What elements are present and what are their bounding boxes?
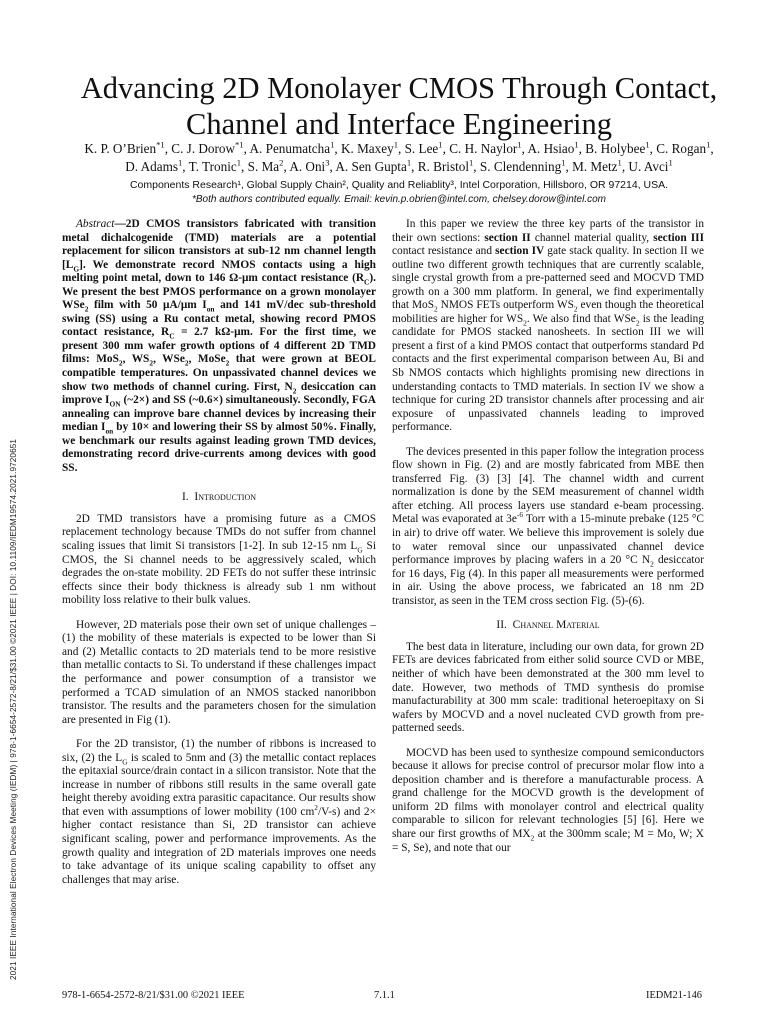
corresponding-email: *Both authors contributed equally. Email: kevin.p.obrien@intel.com, chelsey.dorow@intel.com — [191, 194, 607, 205]
paragraph: For the 2D transistor, (1) the number of ribbons is increased to six, (2) the $L_G$ is scaled to 5nm and (3) the metallic contact replaces the epitaxial source/drain contact in a silicon transistor. Note that the increase in number of ribbons still results in the same overall gate height thereby avoiding extra parasitic capacitance. Our results show that even with assumptions of lower mobility (100 $cm^2/V-s$) and 2× higher contact resistance than Si, 2D transistor can achieve significant scaling, power and performance improvements. As the growth quality and integration of 2D materials improves one needs to take advantage of its unique scaling capability to offset any challenges that may arise. — [62, 738, 376, 886]
right-column — [392, 218, 704, 866]
paragraph: The best data in literature, including our own data, for grown 2D FETs are devices fabricated from either solid source CVD or MBE, neither of which have been demonstrated at the 300 mm level to date. However, two methods of TMD synthesis do promise manufacturability at 300 mm scale: traditional heteroepitaxy on Si wafers by MOCVD and a novel nucleated CVD growth from pre-patterned seeds. — [392, 640, 704, 735]
paragraph: MOCVD has been used to synthesize compound semiconductors because it allows for precise control of precursor molar flow into a deposition chamber and is therefore a manufacturable process. A grand challenge for the MOCVD growth is the development of uniform 2D films with monolayer control and electrical quality comparable to silicon for relevant technologies [5] [6]. Here we share our first growths of $MX_2$ at the 300mm scale; M = Mo, W; X = S, Se), and note that our — [392, 746, 704, 854]
footer-isbn: 978-1-6654-2572-8/21/$31.00 ©2021 IEEE — [62, 990, 245, 1001]
footer-conference-id: IEDM21-146 — [646, 990, 702, 1001]
left-column — [62, 218, 376, 898]
paragraph: In this paper we review the three key parts of the transistor in their own sections: section II channel material quality, section III contact resistance and section IV gate stack quality. In section II we outline two different growth techniques that are currently scalable, single crystal growth from a pre-patterned seed and MOCVD TMD growth on a 300 mm platform. In general, we find experimentally that MoS$_2$ NMOS FETs outperform $WS_2$ even though the theoretical mobilities are higher for $WS_2$. We also find that WSe$_2$ is the leading candidate for PMOS stacked nanosheets. In section III we will present a first of a kind PMOS contact that outperforms standard Pd contacts and the first experimental comparison between Au, Bi and Sb NMOS contacts which highlights promising new directions in understanding contacts to TMD materials. In section IV we show a technique for curing 2D transistor channels after processing and air exposure of unpassivated channels leading to improved performance. — [392, 218, 705, 434]
author-list: K. P. O’Brien$^{*1}$, C. J. Dorow$^{*1}$, A. Penumatcha$^1$, K. Maxey$^1$, S. Lee$^1$, C. H. Naylor$^1$, A. Hsiao$^1$, B. Holybee$^1$, C. Rogan$^1$, D. Adams$^1$, T. Tronic$^1$, S. Ma$^2$, A. Oni$^3$, A. Sen Gupta$^1$, R. Bristol$^1$, S. Clendenning$^1$, M. Metz$^1$, U. Avci$^1$ — [84, 139, 714, 174]
affiliations: Components Research¹, Global Supply Chain², Quality and Reliablity³, Intel Corporation, Hillsboro, OR 97214, USA. — [129, 179, 669, 191]
section-heading-channel-material: II. Channel Material — [496, 619, 600, 632]
paragraph: However, 2D materials pose their own set of unique challenges – (1) the mobility of these materials is expected to be lower than Si and (2) Metallic contacts to 2D materials tend to be more resistive than metallic contacts to Si. To understand if these challenges impact the performance and power consumption of a transistor we performed a TCAD simulation of an NMOS stacked nanoribbon transistor. The results and the parameters chosen for the simulation are presented in Fig (1). — [62, 618, 376, 726]
footer-page-number: 7.1.1 — [374, 990, 395, 1001]
paragraph: The devices presented in this paper follow the integration process flow shown in Fig. (2) and are mostly fabricated from MBE then transferred Fig. (3) [3] [4]. The channel width and current normalization is done by the SEM measurement of channel width after etching. All process layers use standard e-beam processing. Metal was evaporated at $3e^{-6}$ Torr with a 15-minute prebake (125 °C in air) to drive off water. We believe this improvement is solely due to water removal since our unpassivated channel device performance improves by placing wafers in a 20 °C $N_2$ desiccator for 16 days, Fig (4). In this paper all measurements were performed in air. Using the above process, we fabricated an 18 nm 2D transistor, as seen in the TEM cross section Fig. (5)-(6). — [392, 445, 704, 607]
doi-sidebar: 2021 IEEE International Electron Devices Meeting (IEDM) | 978-1-6654-2572-8/21/$31.00 ©2021 IEEE | DOI: 10.1109/IEDM19574.2021.9720651 — [9, 438, 18, 980]
section-heading-introduction: I. Introduction — [181, 491, 257, 504]
paragraph: 2D TMD transistors have a promising future as a CMOS replacement technology because TMDs do not suffer from channel scaling issues that limit Si transistors [1-2]. In sub 12-15 nm $L_G$ Si CMOS, the Si channel needs to be aggressively scaled, which degrades the on-state mobility. 2D FETs do not suffer these intrinsic effects since their body thickness is already sub 1 nm without mobility loss relative to their bulk values. — [62, 512, 377, 607]
abstract: Abstract—2D CMOS transistors fabricated with transition metal dichalcogenide (TMD) materials are a potential replacement for silicon transistors at sub-12 nm channel length $[L_G]$. We demonstrate record NMOS contacts using a high melting point metal, down to 146 Ω-μm contact resistance $(R_C)$. We present the best PMOS performance on a grown monolayer WSe$_2$ film with 50 μA/μm $I_{on}$ and 141 mV/dec sub-threshold swing (SS) using a Ru contact metal, showing record PMOS contact resistance, $R_C = 2.7$ kΩ-μm. For the first time, we present 300 mm wafer growth options of 4 different 2D TMD films: MoS$_2$, $WS_2$, WSe$_2$, MoSe$_2$ that were grown at BEOL compatible temperatures. On unpassivated channel devices we show two methods of channel curing. First, $N_2$ desiccation can improve $I_{ON}$ (~2×) and SS (~0.6×) simultaneously. Secondly, FGA annealing can improve bare channel devices by increasing their median $I_{on}$ by 10× and lowering their SS by almost 50%. Finally, we benchmark our results against leading grown TMD devices, demonstrating record drive-currents among devices with good SS. — [62, 218, 377, 474]
paper-title: Advancing 2D Monolayer CMOS Through Contact, Channel and Interface Engineering — [80, 71, 718, 141]
